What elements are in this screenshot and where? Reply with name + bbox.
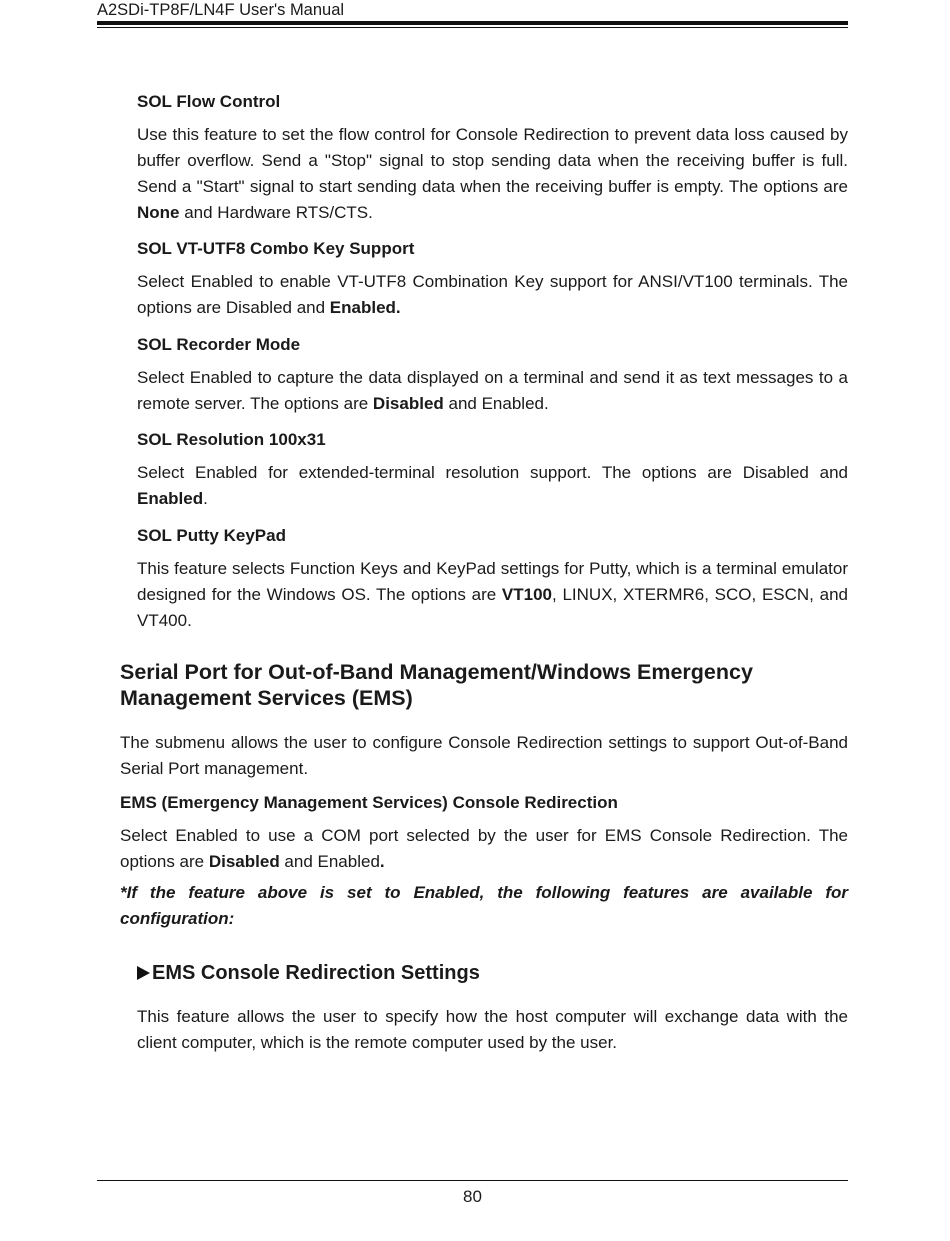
header-rule bbox=[97, 21, 848, 25]
header-rule-thin bbox=[97, 27, 848, 28]
section-serial-port-ems bbox=[120, 659, 848, 932]
section-paragraph: This feature selects Function Keys and KeyPad settings for Putty, which is a terminal emulator designed for the Windows OS. The options are VT100, LINUX, XTERMR6, SCO, ESCN, and VT400. bbox=[137, 559, 849, 630]
submenu-arrow-icon bbox=[137, 966, 150, 980]
section-title: Serial Port for Out-of-Band Management/Windows Emergency Management Services (EMS) bbox=[120, 660, 753, 710]
section-sol-resolution bbox=[137, 430, 848, 512]
section-sol-putty-keypad bbox=[137, 526, 848, 634]
section-heading: SOL Recorder Mode bbox=[137, 335, 301, 354]
section-ems-console-settings bbox=[137, 961, 848, 1056]
ems-heading: EMS (Emergency Management Services) Console Redirection bbox=[120, 793, 618, 812]
submenu-paragraph: This feature allows the user to specify how the host computer will exchange data with the client computer, which is the remote computer used by the user. bbox=[137, 1007, 848, 1052]
section-heading: SOL Putty KeyPad bbox=[137, 526, 286, 545]
section-paragraph: Select Enabled to capture the data displayed on a terminal and send it as text messages to a remote server. The options are Disabled and Enabled. bbox=[137, 368, 848, 413]
section-paragraph: Use this feature to set the flow control for Console Redirection to prevent data loss caused by buffer overflow. Send a "Stop" signal to stop sending data when the receiving buffer is full. Send a "Start" signal to start sending data when the receiving buffer is empty. The options are None and Hardware RTS/CTS. bbox=[137, 125, 848, 222]
page-number: 80 bbox=[463, 1187, 482, 1206]
section-heading: SOL Flow Control bbox=[137, 92, 281, 111]
section-paragraph: Select Enabled for extended-terminal resolution support. The options are Disabled and Enabled. bbox=[137, 463, 848, 508]
section-sol-flow-control bbox=[137, 92, 848, 226]
section-sol-recorder-mode bbox=[137, 335, 848, 417]
section-sol-vt-utf8 bbox=[137, 239, 848, 321]
section-paragraph: Select Enabled to enable VT-UTF8 Combination Key support for ANSI/VT100 terminals. The options are Disabled and Enabled. bbox=[137, 272, 848, 317]
ems-paragraph: Select Enabled to use a COM port selected by the user for EMS Console Redirection. The options are Disabled and Enabled. bbox=[120, 826, 848, 871]
section-intro: The submenu allows the user to configure Console Redirection settings to support Out-of-Band Serial Port management. bbox=[120, 733, 848, 778]
ems-note: *If the feature above is set to Enabled, the following features are available for configuration: bbox=[120, 883, 848, 928]
header-title: A2SDi-TP8F/LN4F User's Manual bbox=[97, 1, 345, 19]
submenu-heading: EMS Console Redirection Settings bbox=[137, 961, 848, 985]
section-heading: SOL VT-UTF8 Combo Key Support bbox=[137, 239, 415, 258]
footer-rule bbox=[97, 1180, 848, 1181]
section-heading: SOL Resolution 100x31 bbox=[137, 430, 326, 449]
